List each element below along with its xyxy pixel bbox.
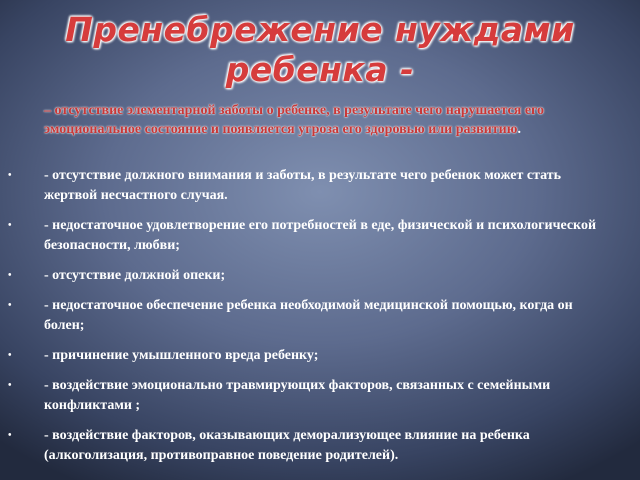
bullet-text: - причинение умышленного вреда ребенку; bbox=[44, 348, 319, 363]
bullet-item bbox=[0, 426, 640, 466]
bullet-text: - недостаточное обеспечение ребенка необходимой медицинской помощью, когда он болен; bbox=[44, 298, 573, 333]
bullet-text: - отсутствие должного внимания и заботы, в результате чего ребенок может стать жертвой несчастного случая. bbox=[44, 168, 562, 203]
bullet-item bbox=[0, 166, 640, 206]
bullet-text: - недостаточное удовлетворение его потребностей в еде, физической и психологической безопасности, любви; bbox=[44, 218, 597, 253]
title-line-2: ребенка - bbox=[225, 50, 415, 89]
slide-title bbox=[0, 10, 640, 90]
bullet-item bbox=[0, 266, 640, 286]
title-line-1: Пренебрежение нуждами bbox=[65, 10, 575, 49]
bullet-list bbox=[0, 166, 640, 476]
bullet-item bbox=[0, 216, 640, 256]
intro-period: . bbox=[517, 122, 521, 137]
bullet-item bbox=[0, 346, 640, 366]
bullet-item bbox=[0, 296, 640, 336]
bullet-icon: • bbox=[8, 300, 12, 311]
bullet-text: - воздействие факторов, оказывающих деморализующее влияние на ребенка (алкоголизация, противоправное поведение родителей). bbox=[44, 428, 530, 463]
intro-paragraph bbox=[44, 101, 619, 139]
bullet-text: - отсутствие должной опеки; bbox=[44, 268, 226, 283]
bullet-item bbox=[0, 376, 640, 416]
bullet-icon: • bbox=[8, 220, 12, 231]
bullet-icon: • bbox=[8, 170, 12, 181]
bullet-icon: • bbox=[8, 350, 12, 361]
bullet-icon: • bbox=[8, 430, 12, 441]
bullet-icon: • bbox=[8, 270, 12, 281]
bullet-icon: • bbox=[8, 380, 12, 391]
bullet-text: - воздействие эмоционально травмирующих факторов, связанных с семейными конфликтами ; bbox=[44, 378, 551, 413]
intro-text: – отсутствие элементарной заботы о ребенке, в результате чего нарушается его эмоциональное состояние и появляется угроза его здоровью или развитию bbox=[44, 103, 545, 137]
